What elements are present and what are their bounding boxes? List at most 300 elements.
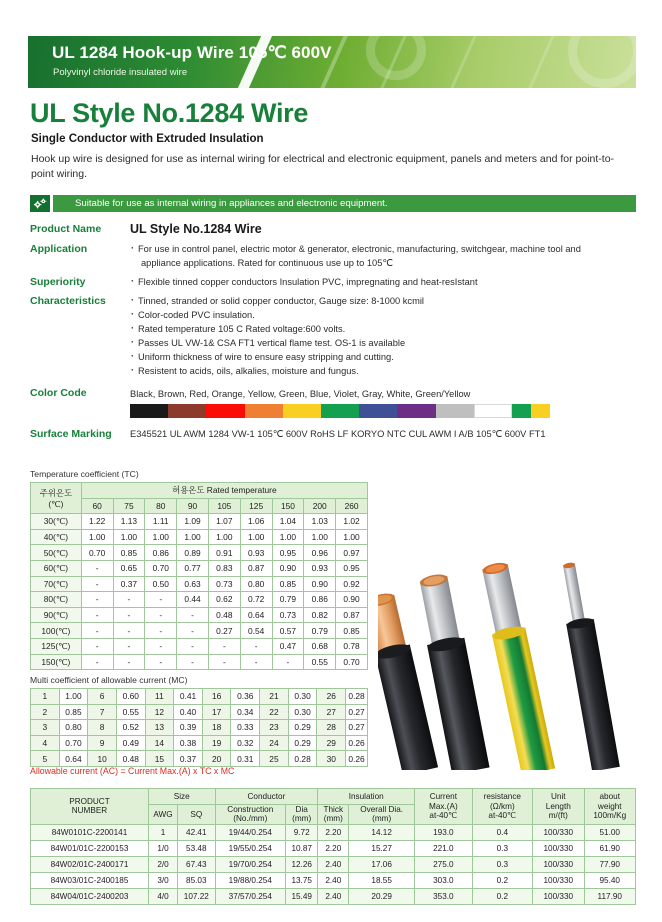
tc-row-label: 150(℃) <box>31 654 82 670</box>
mc-value-cell: 0.26 <box>346 751 368 767</box>
tc-cell: 1.03 <box>304 514 336 530</box>
tc-row-label: 50(℃) <box>31 545 82 561</box>
color-swatch <box>359 404 397 418</box>
tc-cell: 0.62 <box>208 592 240 608</box>
current-header-line-1: Current <box>429 792 457 802</box>
spec-cell-overall: 15.27 <box>349 840 415 856</box>
tc-cell: 0.90 <box>304 576 336 592</box>
tc-cell: 0.83 <box>208 560 240 576</box>
mc-index-cell: 17 <box>202 704 231 720</box>
tc-cell: 1.04 <box>272 514 304 530</box>
table-row <box>31 720 368 736</box>
product-name-label: Product Name <box>30 223 102 235</box>
color-code-value <box>130 387 636 418</box>
spec-cell-resistance: 0.2 <box>472 872 533 888</box>
tc-group-header: 허용온도 Rated temperature <box>81 483 367 499</box>
tc-row-label: 100(℃) <box>31 623 82 639</box>
list-item: · Uniform thickness of wire to ensure easy stripping and cutting. <box>130 350 636 364</box>
spec-cell-thick: 2.20 <box>318 824 349 840</box>
spec-cell-weight: 61.90 <box>584 840 636 856</box>
dia-header-line-2: (mm) <box>292 814 312 824</box>
spec-cell-pn: 84W04/01C-2400203 <box>31 888 149 904</box>
tc-cell: - <box>113 623 145 639</box>
mc-index-cell: 20 <box>202 751 231 767</box>
tc-row-label: 60(℃) <box>31 560 82 576</box>
superiority-label: Superiority <box>30 276 86 288</box>
color-swatch-half <box>531 404 550 418</box>
spec-cell-unit-length: 100/330 <box>533 888 584 904</box>
gear-icon <box>30 195 50 212</box>
mc-index-cell: 18 <box>202 720 231 736</box>
list-item: · Rated temperature 105 C Rated voltage:600 volts. <box>130 322 636 336</box>
tc-cell: 0.86 <box>145 545 177 561</box>
spec-cell-unit-length: 100/330 <box>533 856 584 872</box>
mc-value-cell: 0.55 <box>116 704 145 720</box>
tc-cell: 0.79 <box>304 623 336 639</box>
table-row <box>31 576 368 592</box>
wire-product-photo <box>378 548 636 770</box>
tc-cell: 0.80 <box>240 576 272 592</box>
spec-header-row-1 <box>31 789 636 805</box>
color-swatch <box>206 404 244 418</box>
unit-header-line-1: Unit <box>551 792 566 802</box>
unit-header-line-2: Length <box>545 801 571 811</box>
tc-cell: 1.00 <box>81 529 113 545</box>
mc-index-cell: 6 <box>88 689 117 705</box>
tc-cell: 0.91 <box>208 545 240 561</box>
temperature-coefficient-table <box>30 482 368 670</box>
intro-paragraph: Hook up wire is designed for use as internal wiring for electrical and electronic equipment, panels and meters and for point-to-point wiring. <box>31 153 615 180</box>
spec-cell-awg: 2/0 <box>148 856 177 872</box>
tc-table-caption: Temperature coefficient (TC) <box>30 469 139 479</box>
tc-cell: - <box>113 607 145 623</box>
table-row <box>31 638 368 654</box>
spec-row-product-name <box>30 222 636 237</box>
spec-cell-resistance: 0.3 <box>472 840 533 856</box>
mc-index-cell: 13 <box>145 720 174 736</box>
table-row <box>31 623 368 639</box>
spec-cell-weight: 51.00 <box>584 824 636 840</box>
product-spec-list <box>30 222 636 446</box>
col-weight <box>584 789 636 825</box>
mc-value-cell: 0.28 <box>346 689 368 705</box>
mc-value-cell: 0.39 <box>174 720 203 736</box>
construction-header-line-2: (No./mm) <box>233 814 268 824</box>
mc-value-cell: 0.38 <box>174 735 203 751</box>
mc-index-cell: 11 <box>145 689 174 705</box>
mc-value-cell: 0.29 <box>288 720 317 736</box>
application-line-2: appliance applications. Rated for continuous use up to 105℃ <box>141 258 393 268</box>
mc-table-body <box>31 689 368 767</box>
tc-column-header: 60 <box>81 498 113 514</box>
table-row <box>31 872 636 888</box>
tc-cell: - <box>113 654 145 670</box>
table-row <box>31 607 368 623</box>
spec-cell-overall: 18.55 <box>349 872 415 888</box>
product-header-line-1: PRODUCT <box>69 797 110 806</box>
tc-cell: 0.85 <box>336 623 368 639</box>
banner-subtitle: Polyvinyl chloride insulated wire <box>53 67 188 78</box>
spec-cell-construction: 19/55/0.254 <box>215 840 286 856</box>
mc-value-cell: 1.00 <box>59 689 88 705</box>
spec-cell-thick: 2.40 <box>318 856 349 872</box>
tc-cell: 0.54 <box>240 623 272 639</box>
application-label: Application <box>30 243 88 255</box>
spec-cell-sq: 42.41 <box>178 824 215 840</box>
tc-cell: 0.82 <box>304 607 336 623</box>
mc-value-cell: 0.80 <box>59 720 88 736</box>
color-code-text: Black, Brown, Red, Orange, Yellow, Green, Blue, Violet, Gray, White, Green/Yellow <box>130 389 471 399</box>
mc-value-cell: 0.36 <box>231 689 260 705</box>
mc-value-cell: 0.49 <box>116 735 145 751</box>
product-name-value: UL Style No.1284 Wire <box>130 222 262 236</box>
spec-cell-construction: 37/57/0.254 <box>215 888 286 904</box>
spec-cell-unit-length: 100/330 <box>533 824 584 840</box>
resistance-header-line-1: resistance <box>483 792 521 802</box>
mc-index-cell: 14 <box>145 735 174 751</box>
mc-index-cell: 19 <box>202 735 231 751</box>
spec-table-body <box>31 824 636 904</box>
spec-cell-dia: 15.49 <box>286 888 318 904</box>
table-row <box>31 856 636 872</box>
mc-index-cell: 10 <box>88 751 117 767</box>
tc-cell: 0.93 <box>240 545 272 561</box>
tc-cell: - <box>81 607 113 623</box>
mc-value-cell: 0.30 <box>288 689 317 705</box>
wire-thin-black <box>556 560 620 770</box>
tc-cell: 0.89 <box>177 545 209 561</box>
spec-cell-unit-length: 100/330 <box>533 872 584 888</box>
tc-cell: 0.72 <box>240 592 272 608</box>
spec-cell-construction: 19/44/0.254 <box>215 824 286 840</box>
table-row <box>31 529 368 545</box>
tc-cell: 0.90 <box>336 592 368 608</box>
tc-cell: 0.95 <box>272 545 304 561</box>
col-current-max <box>415 789 472 825</box>
suitability-strip <box>30 195 636 212</box>
tc-cell: 0.77 <box>177 560 209 576</box>
mc-value-cell: 0.33 <box>231 720 260 736</box>
characteristics-label: Characteristics <box>30 295 106 307</box>
tc-cell: 0.87 <box>336 607 368 623</box>
tc-cell: 1.00 <box>304 529 336 545</box>
col-product-number <box>31 789 149 825</box>
mc-index-cell: 5 <box>31 751 60 767</box>
spec-row-surface-marking <box>30 427 636 441</box>
spec-cell-thick: 2.40 <box>318 888 349 904</box>
suitability-text: Suitable for use as internal wiring in appliances and electronic equipment. <box>75 198 388 209</box>
tc-column-header: 200 <box>304 498 336 514</box>
spec-cell-pn: 84W02/01C-2400171 <box>31 856 149 872</box>
mc-index-cell: 23 <box>260 720 289 736</box>
page-title: UL Style No.1284 Wire <box>30 98 309 128</box>
tc-cell: 0.70 <box>81 545 113 561</box>
banner-ring-decoration <box>568 36 636 88</box>
spec-cell-construction: 19/70/0.254 <box>215 856 286 872</box>
tc-cell: 0.50 <box>145 576 177 592</box>
tc-corner-header <box>31 483 82 514</box>
tc-cell: 0.70 <box>336 654 368 670</box>
tc-cell: - <box>145 638 177 654</box>
list-item: · Passes UL VW-1& CSA FT1 vertical flame test. OS-1 is available <box>130 336 636 350</box>
product-specification-table <box>30 788 636 905</box>
mc-value-cell: 0.30 <box>288 704 317 720</box>
mc-value-cell: 0.40 <box>174 704 203 720</box>
color-code-label: Color Code <box>30 387 87 399</box>
spec-cell-awg: 3/0 <box>148 872 177 888</box>
tc-row-label: 125(℃) <box>31 638 82 654</box>
table-row <box>31 592 368 608</box>
color-swatch <box>245 404 283 418</box>
tc-cell: 1.07 <box>208 514 240 530</box>
tc-table-body <box>31 514 368 670</box>
spec-cell-awg: 1 <box>148 824 177 840</box>
page-subtitle: Single Conductor with Extruded Insulation <box>31 133 264 145</box>
tc-cell: 0.27 <box>208 623 240 639</box>
tc-column-header: 125 <box>240 498 272 514</box>
tc-cell: 0.73 <box>272 607 304 623</box>
spec-cell-sq: 53.48 <box>178 840 215 856</box>
tc-cell: 0.93 <box>304 560 336 576</box>
mc-index-cell: 25 <box>260 751 289 767</box>
tc-cell: - <box>240 638 272 654</box>
color-swatch-strip <box>130 404 550 418</box>
spec-cell-resistance: 0.4 <box>472 824 533 840</box>
tc-cell: 0.48 <box>208 607 240 623</box>
mc-value-cell: 0.31 <box>231 751 260 767</box>
mc-index-cell: 28 <box>317 720 346 736</box>
spec-cell-weight: 117.90 <box>584 888 636 904</box>
tc-row-label: 80(℃) <box>31 592 82 608</box>
overall-header-line-1: Overall Dia. <box>360 805 404 814</box>
mc-index-cell: 9 <box>88 735 117 751</box>
table-row <box>31 704 368 720</box>
surface-marking-label: Surface Marking <box>30 428 112 440</box>
tc-cell: - <box>81 654 113 670</box>
superiority-value <box>130 275 636 289</box>
list-item: · Resistent to acids, oils, alkalies, moisture and fungus. <box>130 364 636 378</box>
table-row <box>31 735 368 751</box>
dia-header-line-1: Dia <box>295 805 308 814</box>
tc-cell: 1.00 <box>145 529 177 545</box>
tc-cell: 0.37 <box>113 576 145 592</box>
unit-header-line-3: m/(ft) <box>548 811 568 821</box>
banner-ring-decoration <box>366 36 426 80</box>
col-conductor-dia <box>286 805 318 825</box>
tc-cell: 0.85 <box>272 576 304 592</box>
superiority-bullet: · Flexible tinned copper conductors Insulation PVC, impregnating and heat-resIstant <box>130 275 636 289</box>
tc-cell: 1.00 <box>272 529 304 545</box>
tc-cell: - <box>145 607 177 623</box>
spec-cell-construction: 19/88/0.254 <box>215 872 286 888</box>
tc-table-head <box>31 483 368 514</box>
tc-column-header: 90 <box>177 498 209 514</box>
tc-row-label: 90(℃) <box>31 607 82 623</box>
tc-cell: 1.06 <box>240 514 272 530</box>
mc-table-caption: Multi coefficient of allowable current (MC) <box>30 675 188 685</box>
tc-cell: 0.85 <box>113 545 145 561</box>
color-swatch <box>321 404 359 418</box>
mc-index-cell: 3 <box>31 720 60 736</box>
overall-header-line-2: (mm) <box>372 814 392 824</box>
spec-cell-overall: 14.12 <box>349 824 415 840</box>
spec-cell-awg: 4/0 <box>148 888 177 904</box>
tc-cell: 0.92 <box>336 576 368 592</box>
banner-title: UL 1284 Hook-up Wire 105℃ 600V <box>52 43 332 62</box>
tc-cell: 1.22 <box>81 514 113 530</box>
col-awg: AWG <box>148 805 177 825</box>
tc-cell: - <box>177 654 209 670</box>
tc-cell: - <box>145 623 177 639</box>
color-swatch <box>283 404 321 418</box>
col-insulation-thick <box>318 805 349 825</box>
color-swatch <box>474 404 512 418</box>
mc-index-cell: 12 <box>145 704 174 720</box>
current-header-line-3: at-40℃ <box>429 811 458 821</box>
tc-cell: 1.02 <box>336 514 368 530</box>
color-swatch <box>168 404 206 418</box>
mc-index-cell: 22 <box>260 704 289 720</box>
tc-column-header: 75 <box>113 498 145 514</box>
tc-cell: - <box>272 654 304 670</box>
tc-cell: 0.68 <box>304 638 336 654</box>
table-row <box>31 514 368 530</box>
col-sq: SQ <box>178 805 215 825</box>
mc-index-cell: 16 <box>202 689 231 705</box>
tc-cell: 0.57 <box>272 623 304 639</box>
mc-value-cell: 0.85 <box>59 704 88 720</box>
tc-cell: 0.44 <box>177 592 209 608</box>
tc-cell: - <box>145 654 177 670</box>
allowable-current-formula: Allowable current (AC) = Current Max.(A) x TC x MC <box>30 766 235 776</box>
table-row <box>31 824 636 840</box>
mc-index-cell: 26 <box>317 689 346 705</box>
thick-header-line-2: (mm) <box>323 814 343 824</box>
tc-cell: - <box>145 592 177 608</box>
resistance-header-line-2: (Ω/km) <box>489 801 515 811</box>
spec-cell-pn: 84W03/01C-2400185 <box>31 872 149 888</box>
tc-cell: - <box>81 576 113 592</box>
tc-cell: - <box>81 560 113 576</box>
application-bullet <box>130 242 636 270</box>
mc-index-cell: 7 <box>88 704 117 720</box>
mc-value-cell: 0.48 <box>116 751 145 767</box>
spec-table-head <box>31 789 636 825</box>
banner-stripe <box>432 36 488 88</box>
weight-header-line-2: weight <box>597 801 622 811</box>
tc-cell: 1.11 <box>145 514 177 530</box>
mc-index-cell: 8 <box>88 720 117 736</box>
tc-cell: 0.47 <box>272 638 304 654</box>
mc-index-cell: 4 <box>31 735 60 751</box>
tc-cell: 1.13 <box>113 514 145 530</box>
wire-green-yellow <box>478 560 556 770</box>
tc-cell: 1.00 <box>208 529 240 545</box>
construction-header-line-1: Construction <box>227 805 274 814</box>
tc-cell: 1.09 <box>177 514 209 530</box>
color-swatch <box>130 404 168 418</box>
list-item: · Color-coded PVC insulation. <box>130 308 636 322</box>
mc-value-cell: 0.64 <box>59 751 88 767</box>
tc-cell: 0.97 <box>336 545 368 561</box>
spec-row-characteristics <box>30 294 636 378</box>
tc-cell: 0.79 <box>272 592 304 608</box>
spec-cell-pn: 84W01/01C-2200153 <box>31 840 149 856</box>
col-unit-length <box>533 789 584 825</box>
tc-header-row-2 <box>31 498 368 514</box>
tc-cell: - <box>208 638 240 654</box>
tc-cell: 1.00 <box>336 529 368 545</box>
color-swatch <box>397 404 435 418</box>
spec-cell-dia: 10.87 <box>286 840 318 856</box>
tc-cell: - <box>113 592 145 608</box>
spec-cell-weight: 95.40 <box>584 872 636 888</box>
spec-cell-current: 221.0 <box>415 840 472 856</box>
spec-cell-sq: 107.22 <box>178 888 215 904</box>
tc-header-row-1 <box>31 483 368 499</box>
spec-cell-thick: 2.40 <box>318 872 349 888</box>
mc-value-cell: 0.27 <box>346 720 368 736</box>
mc-index-cell: 2 <box>31 704 60 720</box>
tc-column-header: 105 <box>208 498 240 514</box>
tc-cell: - <box>177 607 209 623</box>
current-header-line-2: Max.(A) <box>429 801 458 811</box>
spec-row-color-code <box>30 386 636 418</box>
spec-cell-resistance: 0.2 <box>472 888 533 904</box>
spec-cell-pn: 84W0101C-2200141 <box>31 824 149 840</box>
spec-row-superiority <box>30 275 636 289</box>
mc-index-cell: 1 <box>31 689 60 705</box>
tc-cell: - <box>113 638 145 654</box>
tc-cell: - <box>81 623 113 639</box>
mc-value-cell: 0.27 <box>346 704 368 720</box>
tc-cell: 0.63 <box>177 576 209 592</box>
spec-cell-overall: 17.06 <box>349 856 415 872</box>
spec-cell-dia: 9.72 <box>286 824 318 840</box>
spec-cell-current: 193.0 <box>415 824 472 840</box>
mc-value-cell: 0.41 <box>174 689 203 705</box>
tc-cell: 1.00 <box>177 529 209 545</box>
col-group-conductor: Conductor <box>215 789 318 805</box>
tc-cell: 0.64 <box>240 607 272 623</box>
table-row <box>31 840 636 856</box>
color-swatch-green-yellow <box>512 404 550 418</box>
tc-row-label: 40(℃) <box>31 529 82 545</box>
tc-cell: - <box>177 623 209 639</box>
spec-cell-current: 275.0 <box>415 856 472 872</box>
weight-header-line-1: about <box>599 792 620 802</box>
color-swatch-half <box>512 404 531 418</box>
tc-row-label: 30(℃) <box>31 514 82 530</box>
spec-row-application <box>30 242 636 270</box>
tc-cell: 0.95 <box>336 560 368 576</box>
spec-cell-awg: 1/0 <box>148 840 177 856</box>
col-group-insulation: Insulation <box>318 789 415 805</box>
tc-cell: - <box>208 654 240 670</box>
table-row <box>31 654 368 670</box>
tc-cell: 1.00 <box>113 529 145 545</box>
spec-cell-unit-length: 100/330 <box>533 840 584 856</box>
application-value <box>130 242 636 270</box>
col-construction <box>215 805 286 825</box>
tc-cell: 0.78 <box>336 638 368 654</box>
page-banner <box>28 36 636 88</box>
tc-column-header: 80 <box>145 498 177 514</box>
col-group-size: Size <box>148 789 215 805</box>
mc-value-cell: 0.70 <box>59 735 88 751</box>
thick-header-line-1: Thick <box>323 805 344 814</box>
list-item: · Tinned, stranded or solid copper conductor, Gauge size: 8-1000 kcmil <box>130 294 636 308</box>
